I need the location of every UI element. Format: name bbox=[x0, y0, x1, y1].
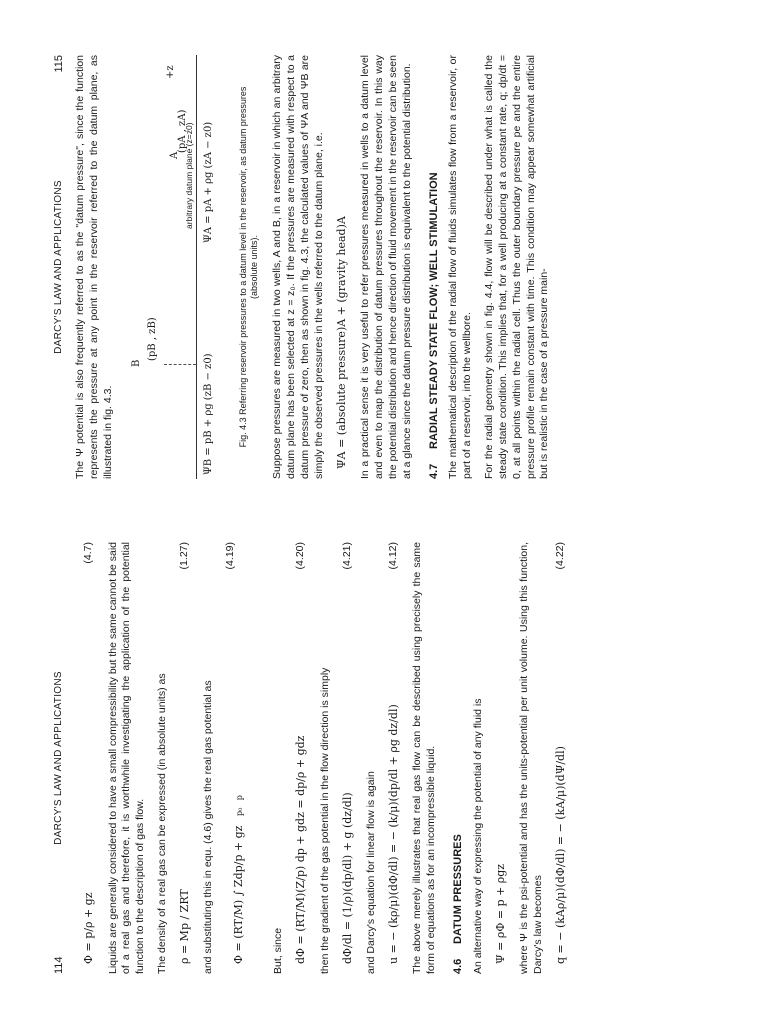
running-header bbox=[52, 542, 74, 974]
paragraph-liquids: Liquids are generally considered to have a small compressibility but the same cannot be said of a real gas and therefore, it is worthwhile investigating the application of the potential function to the description of gas flow. bbox=[106, 542, 147, 974]
equation-psi bbox=[494, 542, 509, 964]
paragraph-density: The density of a real gas can be expressed (in absolute units) as bbox=[156, 673, 169, 974]
z-direction-arrow: +z bbox=[164, 65, 176, 79]
paragraph-suppose: Suppose pressures are measured in two wells, A and B, in a reservoir in which an arbitrary datum plane has been selected at z = z₀. If the pressures are measured with respect to a datum pressure of zero, then as shown in fig. 4.3, the calculated values of ΨA and ΨB are simply the observed pressures in the wells referred to the datum plane, i.e. bbox=[271, 55, 325, 479]
equation-4-19 bbox=[224, 542, 262, 964]
section-heading-4-7 bbox=[427, 55, 442, 479]
section-number: 4.6 bbox=[452, 958, 465, 974]
paragraph-where: where Ψ is the psi-potential and has the units-potential per unit volume. Using this function, Darcy's law becomes bbox=[518, 542, 544, 974]
paragraph-radial: For the radial geometry shown in fig. 4.4, flow will be described under what is called the steady state condition. This implies that, for a well producing at a constant rate, q; dp/dt = 0, at all points within the radial cell. Thus the outer boundary pressure pe and the entire pressure profile remain constant with time. This condition may appear somewhat artificial but is realistic in the case of a pressure main- bbox=[482, 55, 551, 479]
paragraph-psi-potential: The Ψ potential is also frequently referred to as the "datum pressure", since the function represents the pressure at any point in the reservoir referred to the datum plane, as illustrated in fig. 4.3. bbox=[74, 55, 114, 479]
equation-expression: ΨA = (absolute pressure)A + (gravity head)A bbox=[334, 216, 348, 469]
equation-number: (1.27) bbox=[177, 542, 190, 570]
equation-expression: Ψ = ρΦ = p + ρgz bbox=[493, 863, 507, 964]
equation-number: (4.21) bbox=[340, 542, 353, 570]
equation-expression: dΦ/dl = (1/ρ)(dp/dl) + g (dz/dl) bbox=[340, 792, 354, 964]
equation-psi-a bbox=[335, 55, 350, 469]
left-page bbox=[52, 542, 578, 974]
datum-plane-label: arbitrary datum plane (z=z0) bbox=[183, 122, 194, 229]
section-number: 4.7 bbox=[427, 463, 440, 479]
integral-lower-limit: p₀ bbox=[235, 807, 245, 817]
psi-a-expression: ΨA = pA + ρg (zA − z0) bbox=[202, 121, 214, 243]
equation-expression: ρ = Mp / ZRT bbox=[177, 889, 191, 964]
running-head-title: DARCY'S LAW AND APPLICATIONS bbox=[53, 180, 64, 354]
section-heading-4-6 bbox=[451, 542, 466, 974]
running-head-title: DARCY'S LAW AND APPLICATIONS bbox=[53, 671, 64, 845]
psi-b-expression: ΨB = pB + ρg (zB − z0) bbox=[202, 353, 214, 475]
page-number: 115 bbox=[53, 55, 65, 73]
well-b-dashed-line bbox=[164, 364, 196, 365]
paragraph-but-since: But, since bbox=[272, 927, 285, 974]
page-number: 114 bbox=[53, 956, 65, 974]
paragraph-practical: In a practical sense it is very useful to refer pressures measured in wells to a datum level and even to map the distribution of datum pressures throughout the reservoir. In this way the potential distribution and hence direction of fluid movement in the reservoir can be seen at a glance since the datum pressure distribution is equivalent to the potential distribution. bbox=[359, 55, 413, 479]
integral-upper-limit: p bbox=[235, 795, 245, 801]
right-page bbox=[52, 55, 560, 479]
well-b-point: (pB , zB) bbox=[146, 317, 158, 361]
equation-4-20 bbox=[294, 542, 309, 964]
equation-expression: u = − (kρ/μ)(dΦ/dl) = − (k/μ)(dp/dl + ρg dz/dl) bbox=[386, 704, 400, 964]
figure-4-3-diagram bbox=[124, 55, 234, 479]
well-a-label: A bbox=[168, 151, 180, 159]
equation-4-22 bbox=[554, 542, 569, 964]
equation-number: (4.12) bbox=[386, 542, 399, 570]
paragraph-darcy-linear: and Darcy's equation for linear flow is again bbox=[365, 771, 378, 974]
paragraph-gradient: then the gradient of the gas potential in the flow direction is simply bbox=[318, 667, 331, 974]
section-title: DATUM PRESSURES bbox=[452, 834, 465, 944]
paragraph-substituting: and substituting this in equ. (4.6) gives the real gas potential as bbox=[202, 680, 215, 974]
equation-4-7 bbox=[82, 542, 97, 964]
equation-1-27 bbox=[178, 542, 193, 964]
equation-number: (4.19) bbox=[224, 542, 237, 570]
paragraph-merely: The above merely illustrates that real gas flow can be described using precisely the same form of equations as for an incompressible liquid. bbox=[411, 542, 438, 974]
equation-expression: q = − (kAρ/μ)(dΦ/dl) = − (kA/μ)(dΨ/dl) bbox=[553, 746, 567, 964]
well-a-point: (pA , zA) bbox=[176, 109, 188, 153]
paragraph-mathematical: The mathematical description of the radial flow of fluids simulates flow from a reservoir, or part of a reservoir, into the wellbore. bbox=[447, 55, 474, 479]
paragraph-alternative: An alternative way of expressing the potential of any fluid is bbox=[471, 698, 484, 974]
equation-number: (4.7) bbox=[82, 542, 94, 564]
figure-caption: Fig. 4.3 Referring reservoir pressures to a datum level in the reservoir, as datum pressures (absolute units). bbox=[237, 86, 260, 448]
equation-expression: Φ = p/ρ + gz bbox=[82, 892, 95, 964]
datum-plane-line bbox=[196, 55, 197, 479]
equation-number: (4.20) bbox=[294, 542, 307, 570]
equation-expression: Φ = (RT/M) ∫ Zdp/p + gz bbox=[232, 825, 246, 964]
equation-4-12 bbox=[387, 542, 402, 964]
well-b-label: B bbox=[130, 359, 142, 367]
equation-4-21 bbox=[341, 542, 356, 964]
equation-number: (4.22) bbox=[553, 542, 566, 570]
section-title: RADIAL STEADY STATE FLOW; WELL STIMULATION bbox=[427, 172, 440, 449]
running-header bbox=[52, 55, 74, 479]
equation-expression: dΦ = (RT/M)(Z/p) dp + gdz = dp/ρ + gdz bbox=[294, 735, 308, 964]
